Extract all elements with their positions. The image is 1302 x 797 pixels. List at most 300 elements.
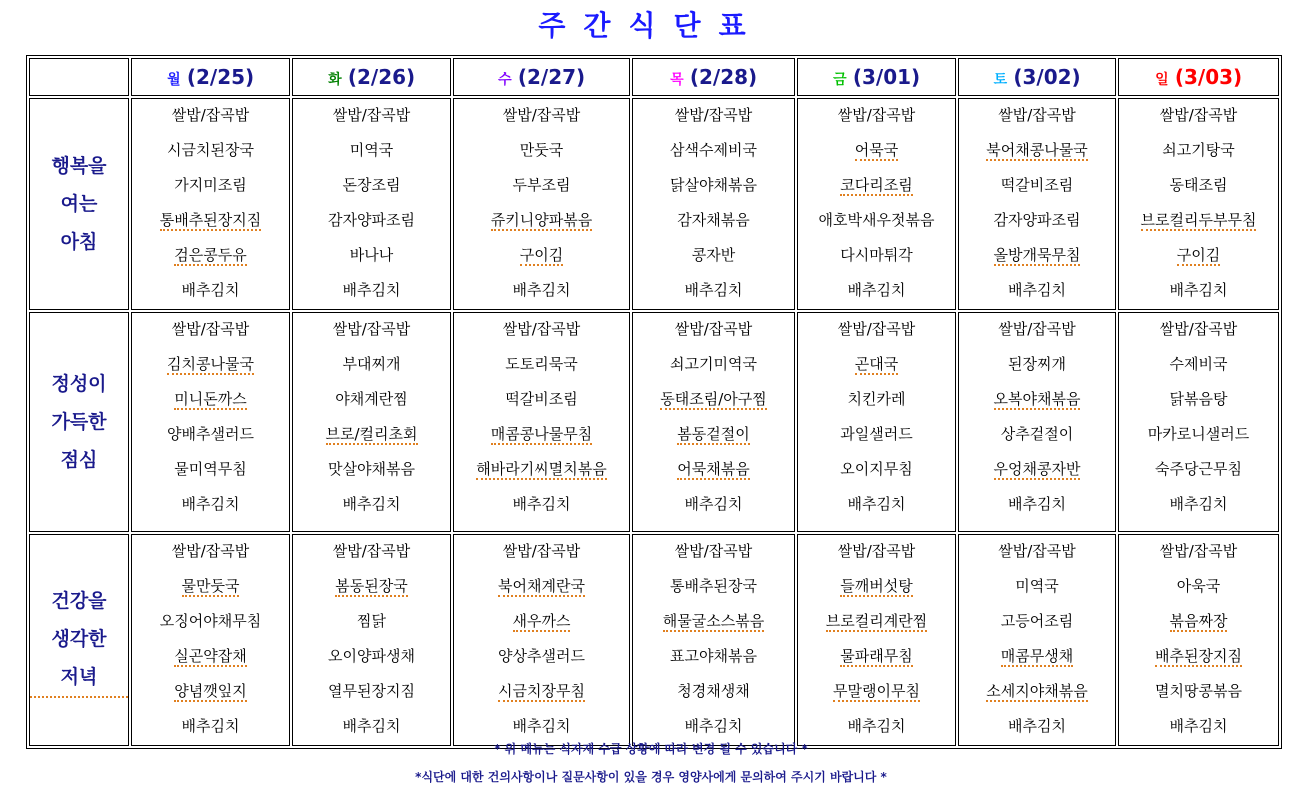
menu-item [132, 274, 289, 309]
menu-item-text: 쌀밥/잡곡밥 [1159, 542, 1238, 560]
menu-item [1119, 535, 1278, 570]
menu-item [293, 313, 450, 348]
menu-item-text: 오이양파생채 [328, 647, 415, 665]
menu-item [1119, 675, 1278, 710]
menu-item-text: 구이김 [1176, 246, 1221, 264]
corner-cell [29, 58, 129, 96]
menu-item-text: 수제비국 [1169, 355, 1228, 373]
menu-item [132, 239, 289, 274]
menu-item [633, 535, 794, 570]
menu-item-text: 쌀밥/잡곡밥 [1159, 106, 1238, 124]
meal-label-line: 저녁 [30, 658, 128, 698]
menu-cell [797, 312, 956, 532]
menu-item-text: 쌀밥/잡곡밥 [171, 542, 250, 560]
menu-item-text: 통배추된장지짐 [159, 211, 262, 229]
menu-item-text: 들깨버섯탕 [840, 577, 913, 595]
day-label: (3/01) [852, 65, 921, 89]
menu-item-text: 오징어야채무침 [159, 612, 262, 630]
menu-item-text: 떡갈비조림 [505, 390, 578, 408]
meal-row [29, 98, 1279, 310]
menu-item [132, 488, 289, 523]
menu-item-text: 고등어조림 [1000, 612, 1074, 630]
menu-item-text: 쇠고기미역국 [670, 355, 757, 373]
menu-item [959, 204, 1115, 239]
menu-item-text: 된장찌개 [1008, 355, 1066, 373]
day-label: (2/27) [517, 65, 586, 89]
menu-item [293, 605, 450, 640]
menu-item-text: 쌀밥/잡곡밥 [1159, 320, 1238, 338]
menu-item-text: 열무된장지짐 [328, 682, 415, 700]
menu-item [633, 99, 794, 134]
meal-label-line: 생각한 [51, 628, 107, 650]
menu-item [293, 418, 450, 453]
menu-item-text: 시금치장무침 [498, 682, 585, 700]
menu-item-text: 배추김치 [342, 281, 401, 299]
menu-item [798, 535, 955, 570]
menu-item [633, 640, 794, 675]
menu-item-text: 멸치땅콩볶음 [1155, 682, 1242, 700]
menu-item-text: 숙주당근무침 [1155, 460, 1242, 478]
day-icon: 수 [498, 72, 512, 88]
menu-item [798, 453, 955, 488]
menu-item-text: 배추김치 [181, 495, 240, 513]
menu-item [454, 204, 629, 239]
notice-change: * 위 메뉴는 식자재 수급 상황에 따라 변경 될 수 있습니다 * [494, 742, 808, 756]
menu-item [1119, 134, 1278, 169]
menu-item-text: 쌀밥/잡곡밥 [837, 320, 916, 338]
menu-cell [292, 534, 451, 746]
menu-item [454, 640, 629, 675]
menu-item-text: 양념깻잎지 [174, 682, 247, 700]
menu-item-text: 매콤콩나물무침 [490, 425, 593, 443]
menu-item [132, 383, 289, 418]
menu-item-text: 배추김치 [1169, 717, 1228, 735]
day-header-wed [453, 58, 630, 96]
menu-item [798, 570, 955, 605]
meal-label-line: 정성이 [51, 373, 107, 395]
menu-cell [453, 98, 630, 310]
menu-item [454, 675, 629, 710]
menu-item-text: 북어채계란국 [498, 577, 585, 595]
menu-cell [131, 534, 290, 746]
menu-item [454, 383, 629, 418]
meal-label-line: 여는 [60, 193, 98, 215]
menu-item [454, 605, 629, 640]
menu-item-text: 쌀밥/잡곡밥 [998, 542, 1076, 560]
menu-item [454, 535, 629, 570]
menu-item [633, 313, 794, 348]
menu-item-text: 맛살야채볶음 [328, 460, 415, 478]
menu-item-text: 배추김치 [847, 281, 906, 299]
day-label: (2/28) [689, 65, 758, 89]
menu-item [293, 204, 450, 239]
menu-item [1119, 640, 1278, 675]
menu-item-text: 쌀밥/잡곡밥 [998, 106, 1076, 124]
menu-item-text: 상추겉절이 [1000, 425, 1074, 443]
menu-item-text: 삼색수제비국 [670, 141, 757, 159]
day-header-row [29, 58, 1279, 96]
menu-item-text: 새우까스 [512, 612, 571, 630]
menu-item [454, 488, 629, 523]
menu-item [633, 348, 794, 383]
menu-item [798, 348, 955, 383]
day-label: (2/25) [186, 65, 255, 89]
menu-item [293, 488, 450, 523]
menu-item-text: 배추된장지짐 [1155, 647, 1242, 665]
menu-item-text: 어묵국 [854, 141, 899, 159]
menu-item-text: 미니돈까스 [174, 390, 247, 408]
menu-item [132, 348, 289, 383]
menu-item-text: 물미역무침 [174, 460, 247, 478]
menu-item [132, 418, 289, 453]
menu-item [1119, 453, 1278, 488]
menu-item [1119, 99, 1278, 134]
menu-cell [292, 312, 451, 532]
menu-cell [797, 534, 956, 746]
menu-item-text: 쌀밥/잡곡밥 [171, 106, 250, 124]
meal-label-line: 아침 [60, 231, 98, 253]
menu-item [959, 239, 1115, 274]
meal-label [29, 312, 129, 532]
menu-item [454, 313, 629, 348]
menu-item [293, 383, 450, 418]
menu-item [633, 488, 794, 523]
menu-item [132, 535, 289, 570]
menu-item [633, 134, 794, 169]
menu-item-text: 무말랭이무침 [833, 682, 920, 700]
menu-item-text: 표고야채볶음 [670, 647, 757, 665]
menu-item [959, 453, 1115, 488]
menu-item-text: 해바라기씨멸치볶음 [476, 460, 607, 478]
menu-item-text: 배추김치 [684, 717, 743, 735]
meal-row [29, 312, 1279, 532]
day-icon: 화 [328, 72, 342, 88]
menu-item-text: 감자양파조림 [993, 211, 1081, 229]
day-header-fri [797, 58, 956, 96]
menu-item-text: 마카로니샐러드 [1147, 425, 1250, 443]
menu-item [1119, 204, 1278, 239]
menu-item [132, 640, 289, 675]
menu-item-text: 해물굴소스볶음 [662, 612, 765, 630]
menu-item-text: 배추김치 [847, 717, 906, 735]
menu-item-text: 쌀밥/잡곡밥 [502, 542, 581, 560]
menu-item [454, 348, 629, 383]
day-header-tue [292, 58, 451, 96]
menu-cell [1118, 312, 1279, 532]
menu-item-text: 양배추샐러드 [167, 425, 254, 443]
menu-item-text: 시금치된장국 [167, 141, 254, 159]
menu-item-text: 찜닭 [357, 612, 386, 630]
day-icon: 일 [1155, 72, 1169, 88]
menu-cell [632, 534, 795, 746]
menu-item-text: 콩자반 [691, 246, 736, 264]
menu-item [959, 605, 1115, 640]
menu-item-text: 우엉채콩자반 [993, 460, 1081, 478]
menu-item-text: 도토리묵국 [505, 355, 578, 373]
menu-item [1119, 239, 1278, 274]
menu-item [454, 169, 629, 204]
menu-item-text: 떡갈비조림 [1000, 176, 1074, 194]
meal-label [29, 534, 129, 746]
menu-item [454, 453, 629, 488]
menu-item-text: 브로컬리두부무침 [1140, 211, 1257, 229]
menu-item-text: 어묵채볶음 [677, 460, 750, 478]
menu-item-text: 배추김치 [1169, 495, 1228, 513]
menu-item [132, 99, 289, 134]
menu-item-text: 감자채볶음 [677, 211, 750, 229]
menu-item [959, 535, 1115, 570]
menu-item-text: 쌀밥/잡곡밥 [332, 106, 411, 124]
weekly-menu-table [26, 55, 1282, 749]
menu-item-text: 배추김치 [684, 495, 743, 513]
menu-item [959, 274, 1115, 309]
menu-item-text: 청경채생채 [677, 682, 750, 700]
menu-item-text: 쌀밥/잡곡밥 [332, 542, 411, 560]
menu-item-text: 곤대국 [854, 355, 899, 373]
menu-item [293, 134, 450, 169]
meal-label-line: 점심 [60, 449, 98, 471]
menu-cell [1118, 534, 1279, 746]
menu-item-text: 배추김치 [1008, 717, 1066, 735]
menu-item-text: 통배추된장국 [670, 577, 757, 595]
menu-item [633, 239, 794, 274]
menu-item-text: 쇠고기탕국 [1162, 141, 1235, 159]
menu-item [959, 675, 1115, 710]
menu-item-text: 실곤약잡채 [174, 647, 247, 665]
menu-item-text: 동태조림/아구찜 [660, 390, 767, 408]
menu-item [132, 169, 289, 204]
menu-item [293, 274, 450, 309]
menu-item-text: 가지미조림 [174, 176, 247, 194]
menu-item-text: 배추김치 [512, 495, 571, 513]
day-label: (3/03) [1174, 65, 1243, 89]
menu-item [633, 570, 794, 605]
menu-item [1119, 570, 1278, 605]
menu-body [29, 98, 1279, 746]
menu-cell [632, 98, 795, 310]
menu-item-text: 배추김치 [342, 495, 401, 513]
menu-item-text: 만둣국 [519, 141, 564, 159]
menu-item [798, 383, 955, 418]
menu-item-text: 배추김치 [1169, 281, 1228, 299]
menu-item [959, 134, 1115, 169]
menu-item [1119, 169, 1278, 204]
menu-item-text: 매콤무생채 [1000, 647, 1074, 665]
menu-item [132, 313, 289, 348]
menu-item-text: 바나나 [349, 246, 394, 264]
menu-item-text: 배추김치 [1008, 281, 1066, 299]
menu-item [633, 169, 794, 204]
menu-item [1119, 383, 1278, 418]
menu-item-text: 쌀밥/잡곡밥 [502, 320, 581, 338]
menu-item [1119, 274, 1278, 309]
menu-item [1119, 488, 1278, 523]
menu-item-text: 닭살야채볶음 [670, 176, 757, 194]
menu-item [959, 488, 1115, 523]
menu-item-text: 아욱국 [1176, 577, 1221, 595]
menu-item [798, 640, 955, 675]
menu-item-text: 쥬키니양파볶음 [490, 211, 593, 229]
meal-row [29, 534, 1279, 746]
menu-item-text: 쌀밥/잡곡밥 [171, 320, 250, 338]
menu-item-text: 물파래무침 [840, 647, 913, 665]
menu-item-text: 브로/컬리초회 [325, 425, 418, 443]
menu-item [454, 239, 629, 274]
menu-item-text: 봄동겉절이 [677, 425, 750, 443]
menu-item-text: 배추김치 [684, 281, 743, 299]
menu-item [959, 383, 1115, 418]
menu-item-text: 닭볶음탕 [1169, 390, 1228, 408]
menu-item-text: 미역국 [349, 141, 394, 159]
menu-item [633, 605, 794, 640]
menu-item-text: 쌀밥/잡곡밥 [332, 320, 411, 338]
menu-item [454, 570, 629, 605]
menu-item-text: 배추김치 [512, 281, 571, 299]
menu-item-text: 쌀밥/잡곡밥 [502, 106, 581, 124]
notice-contact: *식단에 대한 건의사항이나 질문사항이 있을 경우 영양사에게 문의하여 주시기 바랍니다 * [415, 770, 887, 784]
menu-cell [453, 312, 630, 532]
menu-item [454, 134, 629, 169]
menu-item [293, 453, 450, 488]
menu-item [959, 640, 1115, 675]
menu-item-text: 북어채콩나물국 [986, 141, 1088, 159]
day-icon: 월 [167, 72, 181, 88]
menu-item [798, 204, 955, 239]
menu-item-text: 오복야채볶음 [993, 390, 1081, 408]
menu-item-text: 쌀밥/잡곡밥 [998, 320, 1076, 338]
menu-item [454, 418, 629, 453]
menu-item-text: 감자양파조림 [328, 211, 415, 229]
menu-item-text: 야채계란찜 [335, 390, 408, 408]
menu-item-text: 쌀밥/잡곡밥 [674, 542, 753, 560]
menu-item [959, 570, 1115, 605]
day-icon: 금 [833, 72, 847, 88]
menu-item-text: 두부조림 [512, 176, 571, 194]
menu-item [959, 348, 1115, 383]
day-label: (2/26) [347, 65, 416, 89]
menu-item-text: 배추김치 [181, 281, 240, 299]
menu-item [293, 570, 450, 605]
menu-cell [632, 312, 795, 532]
meal-label-line: 건강을 [51, 590, 107, 612]
menu-item-text: 브로컬리계란찜 [825, 612, 928, 630]
menu-item-text: 코다리조림 [840, 176, 913, 194]
menu-item [293, 348, 450, 383]
menu-item [132, 204, 289, 239]
menu-item-text: 애호박새우젓볶음 [818, 211, 935, 229]
menu-item [959, 99, 1115, 134]
menu-item-text: 소세지야채볶음 [986, 682, 1088, 700]
menu-item-text: 동태조림 [1169, 176, 1228, 194]
menu-item-text: 검은콩두유 [174, 246, 247, 264]
menu-item-text: 배추김치 [342, 717, 401, 735]
menu-item [633, 274, 794, 309]
menu-item [454, 99, 629, 134]
menu-item [132, 570, 289, 605]
menu-item-text: 배추김치 [1008, 495, 1066, 513]
menu-item [132, 675, 289, 710]
menu-item [293, 239, 450, 274]
meal-label [29, 98, 129, 310]
menu-cell [958, 98, 1116, 310]
menu-item [293, 675, 450, 710]
menu-item-text: 김치콩나물국 [167, 355, 254, 373]
menu-item [1119, 605, 1278, 640]
menu-item [1119, 313, 1278, 348]
menu-item [798, 418, 955, 453]
menu-item-text: 치킨카레 [847, 390, 906, 408]
menu-item-text: 배추김치 [512, 717, 571, 735]
menu-cell [131, 98, 290, 310]
menu-item-text: 미역국 [1015, 577, 1059, 595]
menu-item-text: 쌀밥/잡곡밥 [674, 106, 753, 124]
menu-item [1119, 348, 1278, 383]
menu-item [293, 640, 450, 675]
menu-item [798, 99, 955, 134]
menu-item-text: 쌀밥/잡곡밥 [674, 320, 753, 338]
menu-item [798, 313, 955, 348]
day-label: (3/02) [1013, 65, 1081, 89]
menu-item-text: 과일샐러드 [840, 425, 913, 443]
menu-item-text: 부대찌개 [342, 355, 401, 373]
menu-item-text: 구이김 [519, 246, 564, 264]
menu-item [798, 605, 955, 640]
menu-item-text: 돈장조림 [342, 176, 401, 194]
menu-item [633, 204, 794, 239]
menu-cell [1118, 98, 1279, 310]
menu-cell [797, 98, 956, 310]
menu-item-text: 배추김치 [847, 495, 906, 513]
menu-item-text: 다시마튀각 [840, 246, 913, 264]
day-icon: 목 [670, 72, 684, 88]
menu-cell [292, 98, 451, 310]
menu-item [798, 134, 955, 169]
day-icon: 토 [993, 72, 1008, 88]
menu-item [1119, 418, 1278, 453]
menu-item [293, 535, 450, 570]
menu-item-text: 쌀밥/잡곡밥 [837, 106, 916, 124]
menu-item-text: 올방개묵무침 [993, 246, 1081, 264]
day-header-thu [632, 58, 795, 96]
menu-item [293, 99, 450, 134]
menu-item [959, 418, 1115, 453]
day-header-sat [958, 58, 1116, 96]
menu-item [454, 274, 629, 309]
menu-cell [131, 312, 290, 532]
menu-item [132, 134, 289, 169]
menu-item [798, 488, 955, 523]
menu-item-text: 볶음짜장 [1169, 612, 1228, 630]
menu-item-text: 쌀밥/잡곡밥 [837, 542, 916, 560]
menu-item [633, 675, 794, 710]
meal-label-line: 행복을 [51, 155, 107, 177]
menu-cell [958, 534, 1116, 746]
menu-item [959, 313, 1115, 348]
menu-item-text: 물만둣국 [181, 577, 240, 595]
menu-item [798, 169, 955, 204]
day-header-mon [131, 58, 290, 96]
day-header-sun [1118, 58, 1279, 96]
menu-item [959, 169, 1115, 204]
menu-item [293, 169, 450, 204]
menu-item [132, 453, 289, 488]
menu-item [798, 274, 955, 309]
menu-item [132, 605, 289, 640]
menu-item-text: 배추김치 [181, 717, 240, 735]
menu-item [798, 675, 955, 710]
menu-item-text: 오이지무침 [840, 460, 913, 478]
menu-item [633, 453, 794, 488]
